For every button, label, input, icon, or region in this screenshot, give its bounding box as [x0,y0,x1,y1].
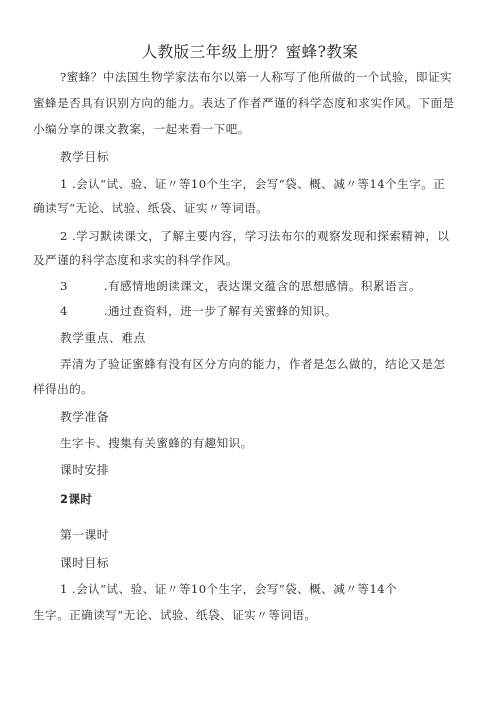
objective-4 [60,304,500,318]
objective-2-line-1: 2 .学习默读课文，了解主要内容，学习法布尔的观察发现和探索精神，以 [60,229,450,243]
prep-text: 生字卡、搜集有关蜜蜂的有趣知识。 [60,436,253,450]
objective-3-number: 3 [60,279,68,293]
intro-line-1: ?蜜蜂？中法国生物学家法布尔以第一人称写了他所做的一个试验，即证实 [60,70,453,84]
schedule-heading: 课时安排 [60,463,109,477]
key-points-line-1: 弄清为了验证蜜蜂有没有区分方向的能力，作者是怎么做的，结论又是怎 [60,357,446,371]
intro-line-3: 小编分享的课文教案，一起来看一下吧。 [33,122,250,136]
objective-1-line-1: 1 .会认“试、验、证〃等10个生字，会写“袋、概、减〃等14个生字。正 [60,177,446,191]
objective-1-line-2: 确读写“无论、试验、纸袋、证实〃等词语。 [33,201,269,215]
key-points-line-2: 样得出的。 [33,382,94,396]
objective-2-line-2: 及严谨的科学态度和求实的科学作风。 [33,253,238,267]
objective-3-text: .有感情地朗读课文，表达课文蕴含的思想感情。积累语言。 [103,279,422,293]
objectives-heading: 教学目标 [60,150,109,164]
objective-4-text: .通过查资料，进一步了解有关蜜蜂的知识。 [103,304,337,318]
intro-line-2: 蜜蜂是否具有识别方向的能力。表达了作者严谨的科学态度和求实作风。下面是 [33,96,455,110]
document-title: 人教版三年级上册？蜜蜂?教案 [141,43,359,61]
lesson1-goal-1-line-2: 生字。正确读写“无论、试验、纸袋、证实〃等词语。 [33,608,317,622]
lesson1-goals-heading: 课时目标 [60,556,109,570]
lesson1-goal-1-line-1: 1 .会认“试、验、证〃等10个生字，会写“袋、概、减〃等14个 [60,582,398,596]
prep-heading: 教学准备 [60,410,109,424]
objective-4-number: 4 [60,304,68,318]
lesson1-heading: 第一课时 [60,528,109,542]
objective-3 [60,279,500,293]
schedule-text: 2课时 [60,492,93,506]
key-points-heading: 教学重点、难点 [60,331,146,345]
